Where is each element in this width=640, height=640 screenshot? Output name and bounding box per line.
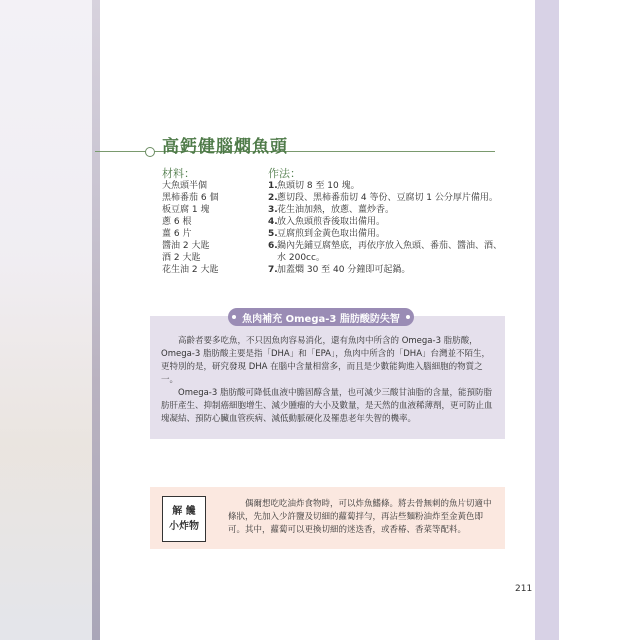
step-text: 加蓋燜 30 至 40 分鐘即可起鍋。: [277, 265, 411, 275]
right-page-edge: [535, 0, 559, 640]
step-number: 3.: [268, 205, 278, 215]
step-text: 魚頭切 8 至 10 塊。: [277, 181, 360, 191]
step-number: 7.: [268, 265, 278, 275]
left-page-edge: [0, 0, 92, 640]
tip-badge: [162, 496, 206, 542]
info-body: [161, 335, 496, 426]
recipe-title: 高鈣健腦燜魚頭: [162, 137, 288, 157]
ingredient-item: 大魚頭半個: [162, 181, 208, 191]
step-item: [268, 216, 508, 228]
page-number: 211: [515, 584, 533, 594]
step-number: 5.: [268, 229, 278, 239]
ingredients-heading: 材料：: [162, 167, 195, 180]
title-bullet-icon: [145, 147, 155, 157]
info-paragraph: 高齡者要多吃魚，不只因魚肉容易消化，還有魚肉中所含的 Omega-3 脂肪酸，Omega-3 脂肪酸主要是指「DHA」和「EPA」，魚肉中所含的「DHA」台灣並不陌生，更特別的是，研究發現 DHA 在腦中含量相當多，而且是少數能夠進入腦細胞的物質之一。: [161, 336, 491, 385]
step-number: 1.: [268, 181, 278, 191]
ingredient-item: 酒 2 大匙: [162, 253, 201, 263]
method-steps: [268, 180, 508, 276]
tip-badge-line2: 小炸物: [169, 521, 199, 532]
step-item: [268, 180, 508, 192]
ingredient-item: 板豆腐 1 塊: [162, 205, 210, 215]
step-item: [268, 192, 508, 204]
tip-text: 偶爾想吃吃油炸食物時，可以炸魚鰭條。將去骨無刺的魚片切適中條狀，先加入少許鹽及切細的蘿蔔拌勻，再沾些麵粉油炸至金黃色即可。其中，蘿蔔可以更換切細的迷迭香，或香椿、香菜等配料。: [228, 499, 492, 535]
step-number: 4.: [268, 217, 278, 227]
title-underline: [95, 151, 495, 152]
step-item: [268, 204, 508, 216]
step-text: 豆腐煎到金黃色取出備用。: [277, 229, 386, 239]
ingredient-item: 蔥 6 根: [162, 217, 192, 227]
info-paragraph: Omega-3 脂肪酸可降低血液中膽固醇含量，也可減少三酸甘油脂的含量，能預防脂肪肝產生、抑制癌細胞增生、減少腫瘤的大小及數量，是天然的血液稀薄劑，更可防止血塊凝結、預防心臟血管疾病、減低動脈硬化及罹患老年失智的機率。: [161, 388, 493, 424]
ingredients-list: [162, 180, 218, 276]
photo-strip: [92, 0, 100, 640]
dot-icon: [406, 315, 410, 319]
step-item: [268, 228, 508, 240]
ingredient-item: 醬油 2 大匙: [162, 241, 210, 251]
step-item: [268, 240, 508, 264]
step-text: 鍋內先鋪豆腐墊底，再依序放入魚頭、番茄、醬油、酒、水 200cc。: [277, 241, 503, 263]
step-text: 蔥切段、黑柿番茄切 4 等份、豆腐切 1 公分厚片備用。: [277, 193, 498, 203]
method-heading: 作法：: [268, 167, 301, 180]
step-item: [268, 264, 508, 276]
ingredient-item: 黑柿番茄 6 個: [162, 193, 219, 203]
tip-badge-line1: 解 饞: [172, 506, 196, 517]
step-number: 2.: [268, 193, 278, 203]
step-text: 放入魚頭煎香後取出備用。: [277, 217, 386, 227]
ingredient-item: 薑 6 片: [162, 229, 192, 239]
step-text: 花生油加熱，放蔥、薑炒香。: [277, 205, 395, 215]
info-heading-pill: [228, 308, 414, 326]
ingredient-item: 花生油 2 大匙: [162, 265, 219, 275]
step-number: 6.: [268, 241, 278, 251]
info-heading: 魚肉補充 Omega-3 脂肪酸防失智: [242, 313, 400, 325]
dot-icon: [232, 315, 236, 319]
